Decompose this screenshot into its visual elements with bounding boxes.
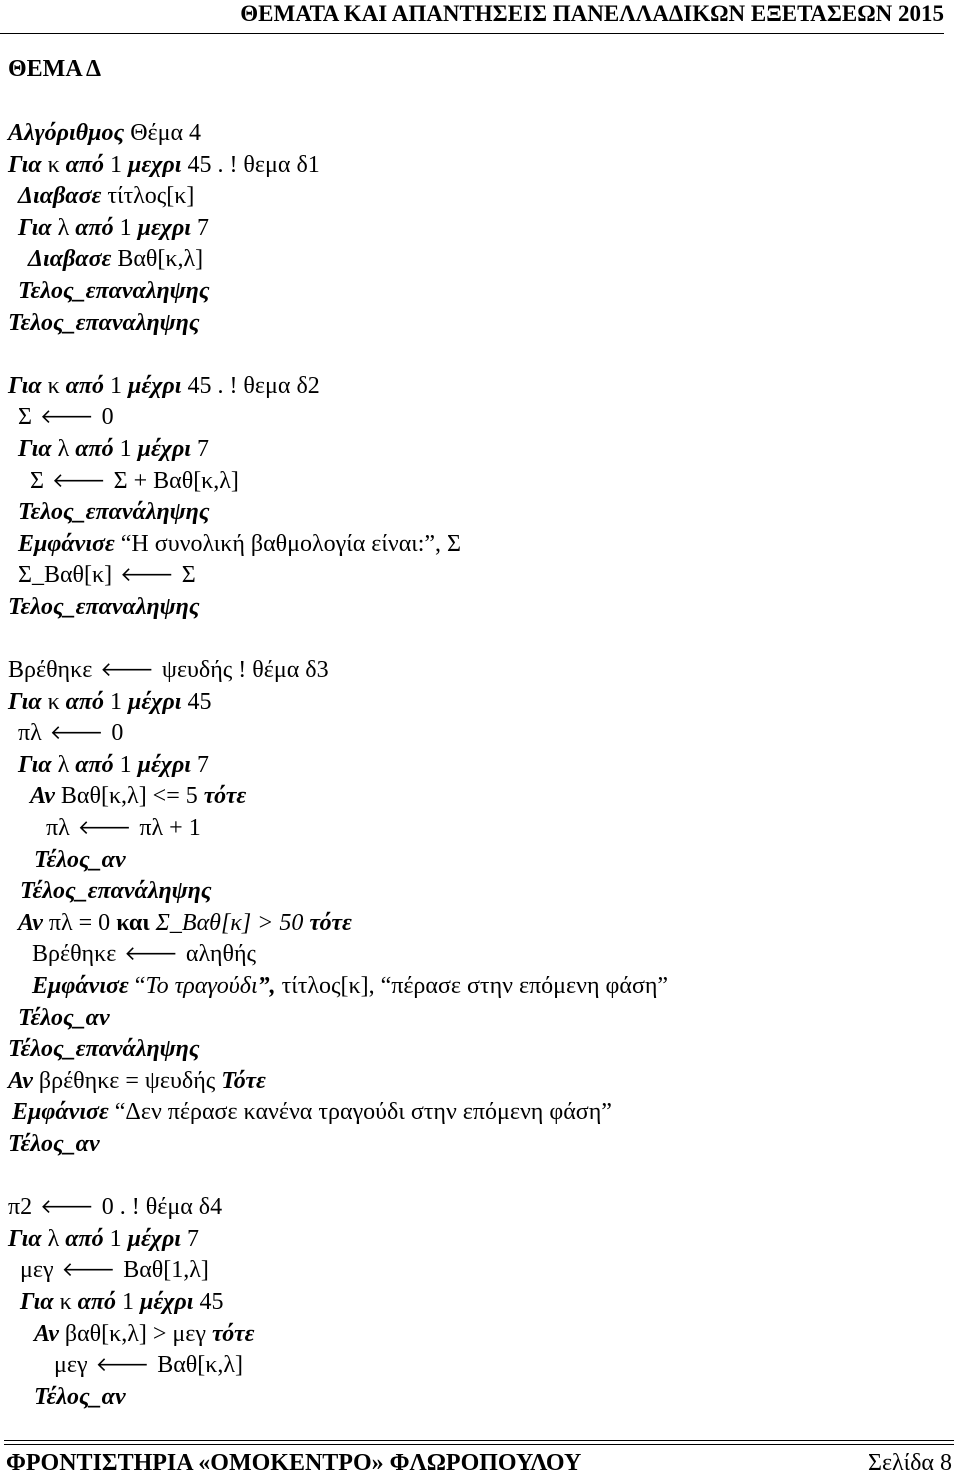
left-arrow-icon: 🡐 — [61, 1259, 116, 1282]
code-line: Τελος_επαναληψης — [18, 277, 210, 304]
left-arrow-icon: 🡐 — [95, 1354, 150, 1377]
code-line: Τέλος_αν — [8, 1131, 100, 1157]
code-line: Τέλος_αν — [34, 846, 126, 873]
code-line: Διαβασε Βαθ[κ,λ] — [28, 246, 204, 273]
code-line: Βρέθηκε 🡐 αληθής — [8, 939, 950, 971]
left-arrow-icon: 🡐 — [49, 722, 104, 745]
code-line: Τέλος_αν — [18, 1004, 110, 1031]
page-footer — [6, 1448, 952, 1480]
code-line: Αλγόριθμος Θέμα 4 — [8, 120, 202, 146]
code-line: Τελος_επανάληψης — [18, 499, 210, 526]
code-line: Τέλος_αν — [34, 1383, 126, 1410]
code-line: μεγ 🡐 Βαθ[1,λ] — [8, 1255, 950, 1287]
left-arrow-icon: 🡐 — [39, 406, 94, 429]
code-line: πλ 🡐 πλ + 1 — [8, 813, 950, 845]
code-line: Εμφάνισε “Δεν πέρασε κανένα τραγούδι στην επόμενη φάση” — [12, 1099, 612, 1126]
code-line: Για λ από 1 μεχρι 7 — [18, 214, 209, 241]
left-arrow-icon: 🡐 — [51, 469, 106, 492]
section-title: ΘΕΜΑ Δ — [8, 56, 102, 82]
code-line: Σ 🡐 Σ + Βαθ[κ,λ] — [8, 466, 950, 498]
code-line: Τελος_επαναληψης — [8, 593, 200, 620]
left-arrow-icon: 🡐 — [120, 564, 174, 587]
code-line: Αν Βαθ[κ,λ] <= 5 τότε — [30, 783, 247, 810]
code-line: Σ_Βαθ[κ] 🡐 Σ — [8, 560, 950, 592]
code-line: Αν βρέθηκε = ψευδής Τότε — [8, 1067, 266, 1094]
code-line: Τέλος_επανάληψης — [20, 878, 212, 905]
code-line: Για κ από 1 μέχρι 45 — [8, 688, 212, 715]
code-line: πλ 🡐 0 — [8, 718, 950, 750]
page-header — [0, 0, 944, 34]
left-arrow-icon: 🡐 — [77, 817, 132, 840]
code-line: Τέλος_επανάληψης — [8, 1036, 200, 1063]
code-line: Βρέθηκε 🡐 ψευδής ! θέμα δ3 — [8, 655, 950, 687]
code-line: Αν βαθ[κ,λ] > μεγ τότε — [34, 1320, 255, 1347]
code-line: Για λ από 1 μέχρι 7 — [18, 751, 209, 778]
code-line: Για κ από 1 μεχρι 45 . ! θεμα δ1 — [8, 151, 320, 178]
code-line: Εμφάνισε “Το τραγούδι”, τίτλος[κ], “πέρασε στην επόμενη φάση” — [32, 973, 669, 1000]
footer-divider — [4, 1440, 954, 1441]
code-line: Για λ από 1 μέχρι 7 — [18, 435, 209, 462]
code-line: Τελος_επαναληψης — [8, 309, 200, 336]
footer-divider — [4, 1444, 954, 1445]
code-line: Για λ από 1 μέχρι 7 — [8, 1225, 199, 1252]
code-line: Για κ από 1 μέχρι 45 — [20, 1288, 224, 1315]
left-arrow-icon: 🡐 — [124, 943, 178, 966]
code-line: μεγ 🡐 Βαθ[κ,λ] — [8, 1350, 950, 1382]
left-arrow-icon: 🡐 — [40, 1196, 94, 1219]
page-number: Σελίδα 8 — [867, 1450, 952, 1476]
code-line: Για κ από 1 μέχρι 45 . ! θεμα δ2 — [8, 372, 320, 399]
code-line: Αν πλ = 0 και Σ_Βαθ[κ] > 50 τότε — [18, 909, 352, 936]
left-arrow-icon: 🡐 — [100, 659, 154, 682]
pseudocode-block — [8, 118, 950, 1413]
footer-publisher: ΦΡΟΝΤΙΣΤΗΡΙΑ «ΟΜΟΚΕΝΤΡΟ» ΦΛΩΡΟΠΟΥΛΟΥ — [6, 1450, 582, 1476]
code-line: Διαβασε τίτλος[κ] — [18, 183, 195, 210]
code-line: Σ 🡐 0 — [8, 402, 950, 434]
code-line: π2 🡐 0 . ! θέμα δ4 — [8, 1192, 950, 1224]
header-title: ΘΕΜΑΤΑ ΚΑΙ ΑΠΑΝΤΗΣΕΙΣ ΠΑΝΕΛΛΑΔΙΚΩΝ ΕΞΕΤΑΣΕΩΝ 2015 — [240, 1, 944, 26]
code-line: Εμφάνισε “Η συνολική βαθμολογία είναι:”, Σ — [18, 530, 462, 557]
